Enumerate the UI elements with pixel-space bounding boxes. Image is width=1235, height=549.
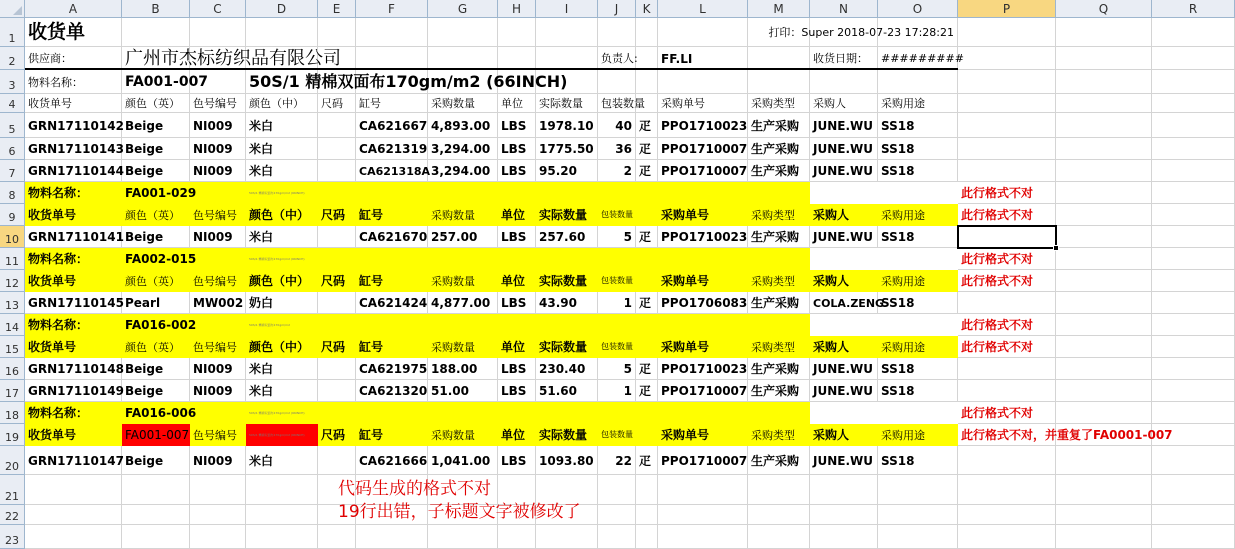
column-header-f[interactable]: F [356, 0, 428, 18]
col-title-row4-12[interactable]: 采购人 [813, 97, 846, 110]
data-cell-row17-col8[interactable]: 51.60 [539, 384, 577, 398]
data-cell-row13-col14[interactable]: SS18 [881, 296, 915, 310]
data-cell-row20-col1[interactable]: Beige [125, 453, 164, 468]
row-header-16[interactable]: 16 [0, 358, 25, 380]
data-cell-row10-col0[interactable]: GRN17110141 [28, 230, 124, 244]
data-cell-row6-col9[interactable]: 36 [615, 142, 632, 156]
data-cell-row5-col10[interactable]: 疋 [639, 118, 652, 133]
format-note-row8[interactable]: 此行格式不对 [961, 186, 1034, 200]
data-cell-row17-col5[interactable]: CA621320 [359, 384, 428, 398]
data-cell-row7-col12[interactable]: 生产采购 [751, 164, 800, 178]
format-note-row12[interactable]: 此行格式不对 [961, 274, 1034, 288]
col-title-row9-12[interactable]: 采购人 [813, 208, 850, 222]
row-header-20[interactable]: 20 [0, 446, 25, 475]
row-header-18[interactable]: 18 [0, 402, 25, 424]
data-cell-row7-col5[interactable]: CA621318A [359, 164, 431, 178]
group-label-row18[interactable]: 物料名称： [28, 406, 89, 420]
col-title-row12-4[interactable]: 尺码 [321, 274, 346, 288]
material-label[interactable]: 物料名称： [28, 75, 83, 89]
row-header-22[interactable]: 22 [0, 505, 25, 525]
col-title-row12-8[interactable]: 实际数量 [539, 274, 588, 288]
row-header-12[interactable]: 12 [0, 270, 25, 292]
data-cell-row16-col9[interactable]: 5 [623, 362, 632, 376]
column-header-e[interactable]: E [318, 0, 356, 18]
col-title-row12-2[interactable]: 色号编号 [193, 274, 237, 288]
col-title-row15-0[interactable]: 收货单号 [28, 340, 77, 354]
data-cell-row16-col8[interactable]: 230.40 [539, 362, 586, 376]
col-title-row9-13[interactable]: 采购用途 [881, 208, 925, 222]
data-cell-row6-col5[interactable]: CA621319 [359, 142, 428, 156]
col-title-row19-5[interactable]: 缸号 [359, 428, 384, 442]
data-cell-row10-col10[interactable]: 疋 [639, 230, 652, 244]
data-cell-row16-col14[interactable]: SS18 [881, 362, 915, 376]
col-title-row4-4[interactable]: 尺码 [321, 97, 343, 110]
data-cell-row13-col7[interactable]: LBS [501, 296, 527, 310]
col-title-row9-11[interactable]: 采购类型 [751, 208, 795, 222]
data-cell-row17-col14[interactable]: SS18 [881, 384, 915, 398]
row-header-14[interactable]: 14 [0, 314, 25, 336]
col-title-row4-1[interactable]: 颜色（英） [125, 97, 180, 110]
data-cell-row16-col12[interactable]: 生产采购 [751, 362, 800, 376]
data-cell-row16-col1[interactable]: Beige [125, 362, 164, 376]
data-cell-row6-col1[interactable]: Beige [125, 142, 164, 156]
data-cell-row13-col0[interactable]: GRN17110145 [28, 296, 124, 310]
data-cell-row10-col14[interactable]: SS18 [881, 230, 915, 244]
column-header-c[interactable]: C [190, 0, 246, 18]
row-header-5[interactable]: 5 [0, 113, 25, 138]
col-title-row15-13[interactable]: 采购用途 [881, 340, 925, 354]
row-header-11[interactable]: 11 [0, 248, 25, 270]
data-cell-row7-col9[interactable]: 2 [623, 164, 632, 178]
data-cell-row5-col6[interactable]: 4,893.00 [431, 118, 491, 133]
col-title-row4-3[interactable]: 颜色（中） [249, 97, 304, 110]
col-title-row15-8[interactable]: 实际数量 [539, 340, 588, 354]
group-code-row14[interactable]: FA016-002 [125, 318, 197, 332]
format-note-row14[interactable]: 此行格式不对 [961, 318, 1034, 332]
group-desc-row18[interactable]: 50S/1 精棉双面布170gm/m2 (66INCH) [249, 410, 305, 415]
col-title-row12-9[interactable]: 包装数量 [601, 276, 633, 285]
blank-cell-row18 [810, 402, 958, 424]
col-title-row9-10[interactable]: 采购单号 [661, 208, 710, 222]
data-cell-row20-col6[interactable]: 1,041.00 [431, 453, 491, 468]
col-title-row9-7[interactable]: 单位 [501, 208, 526, 222]
col-title-row15-10[interactable]: 采购单号 [661, 340, 710, 354]
data-cell-row16-col10[interactable]: 疋 [639, 362, 652, 376]
data-cell-row6-col7[interactable]: LBS [501, 142, 527, 156]
data-cell-row5-col8[interactable]: 1978.10 [539, 118, 594, 133]
row-header-15[interactable]: 15 [0, 336, 25, 358]
col-title-row19-12[interactable]: 采购人 [813, 428, 850, 442]
data-cell-row13-col3[interactable]: 奶白 [249, 296, 274, 310]
col-title-row12-12[interactable]: 采购人 [813, 274, 850, 288]
group-desc-row11[interactable]: 50S/1 精棉双面布170gm/m2 (66INCH) [249, 256, 305, 261]
column-header-k[interactable]: K [636, 0, 658, 18]
col-title-row15-11[interactable]: 采购类型 [751, 340, 795, 354]
data-cell-row17-col3[interactable]: 米白 [249, 384, 274, 398]
data-cell-row13-col10[interactable]: 疋 [639, 296, 652, 310]
data-cell-row13-col2[interactable]: MW002 [193, 296, 244, 310]
data-cell-row6-col3[interactable]: 米白 [249, 142, 274, 156]
data-cell-row20-col14[interactable]: SS18 [881, 453, 915, 468]
col-title-row9-9[interactable]: 包装数量 [601, 210, 633, 219]
col-title-row4-13[interactable]: 采购用途 [881, 97, 925, 110]
data-cell-row20-col7[interactable]: LBS [501, 453, 527, 468]
date-value[interactable]: ######### [881, 52, 964, 65]
data-cell-row17-col6[interactable]: 51.00 [431, 384, 469, 398]
data-cell-row16-col5[interactable]: CA621975 [359, 362, 428, 376]
fill-handle[interactable] [1053, 245, 1059, 251]
data-cell-row7-col3[interactable]: 米白 [249, 164, 274, 178]
data-cell-row6-col6[interactable]: 3,294.00 [431, 142, 491, 156]
col-title-row4-0[interactable]: 收货单号 [28, 97, 72, 110]
col-title-row15-9[interactable]: 包装数量 [601, 342, 633, 351]
col-title-row4-11[interactable]: 采购类型 [751, 97, 795, 110]
column-header-r[interactable]: R [1152, 0, 1235, 18]
col-title-row9-3[interactable]: 颜色（中） [249, 208, 310, 222]
data-cell-row13-col11[interactable]: PPO1706083 [661, 296, 748, 310]
data-cell-row5-col14[interactable]: SS18 [881, 118, 915, 133]
column-header-l[interactable]: L [658, 0, 748, 18]
row-header-3[interactable]: 3 [0, 70, 25, 94]
column-header-d[interactable]: D [246, 0, 318, 18]
col-title-row4-6[interactable]: 采购数量 [431, 97, 475, 110]
col-title-row19-4[interactable]: 尺码 [321, 428, 346, 442]
group-desc-row14[interactable]: 50S/1 精棉双面布170gm/m2 [249, 322, 290, 327]
col-title-row15-1[interactable]: 颜色（英） [125, 340, 180, 354]
col-title-row19-9[interactable]: 包装数量 [601, 430, 633, 439]
col-title-row19-6[interactable]: 采购数量 [431, 428, 475, 442]
col-title-row15-5[interactable]: 缸号 [359, 340, 384, 354]
col-title-row12-6[interactable]: 采购数量 [431, 274, 475, 288]
data-cell-row10-col7[interactable]: LBS [501, 230, 527, 244]
col-title-row9-0[interactable]: 收货单号 [28, 208, 77, 222]
data-cell-row20-col5[interactable]: CA621666 [359, 453, 428, 468]
data-cell-row16-col3[interactable]: 米白 [249, 362, 274, 376]
data-cell-row13-col6[interactable]: 4,877.00 [431, 296, 491, 310]
column-header-g[interactable]: G [428, 0, 498, 18]
data-cell-row13-col1[interactable]: Pearl [125, 296, 161, 310]
col-title-row12-1[interactable]: 颜色（英） [125, 274, 180, 288]
data-cell-row16-col13[interactable]: JUNE.WU [813, 362, 873, 376]
data-cell-row13-col13[interactable]: COLA.ZENG [813, 296, 885, 310]
col-title-row9-4[interactable]: 尺码 [321, 208, 346, 222]
row-header-17[interactable]: 17 [0, 380, 25, 402]
data-cell-row10-col6[interactable]: 257.00 [431, 230, 478, 244]
data-cell-row7-col14[interactable]: SS18 [881, 164, 915, 178]
data-cell-row10-col5[interactable]: CA621670 [359, 230, 428, 244]
col-title-row4-8[interactable]: 实际数量 [539, 97, 583, 110]
data-cell-row5-col5[interactable]: CA621667 [359, 118, 428, 133]
row-header-19[interactable]: 19 [0, 424, 25, 446]
col-title-row12-3[interactable]: 颜色（中） [249, 274, 310, 288]
document-title[interactable]: 收货单 [28, 21, 86, 43]
col-title-row15-6[interactable]: 采购数量 [431, 340, 475, 354]
blank-cell-row8 [810, 182, 958, 204]
col-title-row19-8[interactable]: 实际数量 [539, 428, 588, 442]
material-code[interactable]: FA001-007 [125, 74, 209, 90]
bottom-note-line1: 代码生成的格式不对 [338, 479, 491, 499]
data-cell-row7-col2[interactable]: NI009 [193, 164, 233, 178]
column-header-i[interactable]: I [536, 0, 598, 18]
data-cell-row5-col7[interactable]: LBS [501, 118, 527, 133]
data-cell-row13-col12[interactable]: 生产采购 [751, 296, 800, 310]
col-title-row19-2[interactable]: 色号编号 [193, 428, 237, 442]
selected-cell-p10[interactable] [957, 225, 1057, 249]
row-header-13[interactable]: 13 [0, 292, 25, 314]
row-header-1[interactable]: 1 [0, 18, 25, 47]
data-cell-row16-col2[interactable]: NI009 [193, 362, 233, 376]
data-cell-row6-col10[interactable]: 疋 [639, 142, 652, 156]
data-cell-row6-col14[interactable]: SS18 [881, 142, 915, 156]
bottom-note-line2: 19行出错，子标题文字被修改了 [338, 502, 581, 522]
data-cell-row5-col1[interactable]: Beige [125, 118, 164, 133]
data-cell-row17-col2[interactable]: NI009 [193, 384, 233, 398]
data-cell-row6-col11[interactable]: PPO1710007 [661, 142, 748, 156]
data-cell-row6-col12[interactable]: 生产采购 [751, 142, 800, 156]
col-title-row9-6[interactable]: 采购数量 [431, 208, 475, 222]
data-cell-row5-col3[interactable]: 米白 [249, 118, 274, 133]
group-label-row8[interactable]: 物料名称： [28, 186, 89, 200]
data-cell-row10-col2[interactable]: NI009 [193, 230, 233, 244]
data-cell-row7-col0[interactable]: GRN17110144 [28, 164, 124, 178]
row-header-21[interactable]: 21 [0, 475, 25, 505]
column-header-o[interactable]: O [878, 0, 958, 18]
supplier-name[interactable]: 广州市杰标纺织品有限公司 [125, 47, 341, 69]
data-cell-row7-col10[interactable]: 疋 [639, 164, 652, 178]
col-title-row12-13[interactable]: 采购用途 [881, 274, 925, 288]
col-title-row12-11[interactable]: 采购类型 [751, 274, 795, 288]
data-cell-row10-col13[interactable]: JUNE.WU [813, 230, 873, 244]
print-info[interactable]: 打印：Super 2018-07-23 17:28:21 [768, 26, 954, 39]
manager-label[interactable]: 负责人: [601, 52, 638, 65]
data-cell-row5-col0[interactable]: GRN17110142 [28, 118, 124, 133]
data-cell-row10-col11[interactable]: PPO1710023 [661, 230, 748, 244]
data-cell-row7-col6[interactable]: 3,294.00 [431, 164, 491, 178]
data-cell-row5-col2[interactable]: NI009 [193, 118, 233, 133]
data-cell-row17-col7[interactable]: LBS [501, 384, 527, 398]
group-label-row11[interactable]: 物料名称： [28, 252, 89, 266]
col-title-row4-7[interactable]: 单位 [501, 97, 523, 110]
row-header-4[interactable]: 4 [0, 94, 25, 113]
date-label[interactable]: 收货日期： [813, 52, 868, 65]
col-title-row12-10[interactable]: 采购单号 [661, 274, 710, 288]
data-cell-row5-col13[interactable]: JUNE.WU [813, 118, 873, 133]
data-cell-row6-col0[interactable]: GRN17110143 [28, 142, 124, 156]
row-header-10[interactable]: 10 [0, 226, 25, 248]
format-note-row18[interactable]: 此行格式不对 [961, 406, 1034, 420]
format-note-row15[interactable]: 此行格式不对 [961, 340, 1034, 354]
col-title-row19-10[interactable]: 采购单号 [661, 428, 710, 442]
col-title-row4-10[interactable]: 采购单号 [661, 97, 705, 110]
data-cell-row10-col1[interactable]: Beige [125, 230, 164, 244]
blank-cell-row11 [810, 248, 958, 270]
col-title-row19-7[interactable]: 单位 [501, 428, 526, 442]
data-cell-row17-col9[interactable]: 1 [623, 384, 632, 398]
data-cell-row20-col10[interactable]: 疋 [639, 453, 652, 468]
data-cell-row10-col3[interactable]: 米白 [249, 230, 274, 244]
data-cell-row17-col0[interactable]: GRN17110149 [28, 384, 124, 398]
row-header-8[interactable]: 8 [0, 182, 25, 204]
data-cell-row17-col13[interactable]: JUNE.WU [813, 384, 873, 398]
data-cell-row20-col13[interactable]: JUNE.WU [813, 453, 873, 468]
format-note-row19[interactable]: 此行格式不对，并重复了FA0001-007 [961, 428, 1173, 442]
data-cell-row13-col5[interactable]: CA621424 [359, 296, 428, 310]
column-header-h[interactable]: H [498, 0, 536, 18]
row-header-6[interactable]: 6 [0, 138, 25, 160]
data-cell-row7-col11[interactable]: PPO1710007 [661, 164, 748, 178]
group-code-row18[interactable]: FA016-006 [125, 406, 197, 420]
row-header-23[interactable]: 23 [0, 525, 25, 549]
data-cell-row16-col0[interactable]: GRN17110148 [28, 362, 124, 376]
data-cell-row13-col8[interactable]: 43.90 [539, 296, 577, 310]
group-label-row14[interactable]: 物料名称： [28, 318, 89, 332]
data-cell-row6-col2[interactable]: NI009 [193, 142, 233, 156]
col-title-row12-5[interactable]: 缸号 [359, 274, 384, 288]
data-cell-row10-col12[interactable]: 生产采购 [751, 230, 800, 244]
data-cell-row6-col13[interactable]: JUNE.WU [813, 142, 873, 156]
format-note-row9[interactable]: 此行格式不对 [961, 208, 1034, 222]
data-cell-row20-col8[interactable]: 1093.80 [539, 453, 594, 468]
data-cell-row7-col7[interactable]: LBS [501, 164, 527, 178]
column-header-p[interactable]: P [958, 0, 1056, 18]
col-title-row9-1[interactable]: 颜色（英） [125, 208, 180, 222]
row-header-9[interactable]: 9 [0, 204, 25, 226]
data-cell-row20-col2[interactable]: NI009 [193, 453, 233, 468]
data-cell-row7-col13[interactable]: JUNE.WU [813, 164, 873, 178]
data-cell-row5-col12[interactable]: 生产采购 [751, 118, 800, 133]
format-note-row11[interactable]: 此行格式不对 [961, 252, 1034, 266]
data-cell-row13-col9[interactable]: 1 [623, 296, 632, 310]
data-cell-row16-col11[interactable]: PPO1710023 [661, 362, 748, 376]
col-title-row4-2[interactable]: 色号编号 [193, 97, 237, 110]
row19-b-value[interactable]: FA001-007 [125, 428, 190, 442]
data-cell-row5-col11[interactable]: PPO1710023 [661, 118, 748, 133]
col-title-row19-13[interactable]: 采购用途 [881, 428, 925, 442]
col-title-row15-3[interactable]: 颜色（中） [249, 340, 310, 354]
supplier-label[interactable]: 供应商： [28, 52, 72, 65]
col-title-row9-2[interactable]: 色号编号 [193, 208, 237, 222]
data-cell-row10-col9[interactable]: 5 [623, 230, 632, 244]
column-header-q[interactable]: Q [1056, 0, 1152, 18]
select-all-corner[interactable] [0, 0, 25, 18]
col-title-row4-5[interactable]: 缸号 [359, 97, 381, 110]
data-cell-row17-col12[interactable]: 生产采购 [751, 384, 800, 398]
row-header-7[interactable]: 7 [0, 160, 25, 182]
data-cell-row6-col8[interactable]: 1775.50 [539, 142, 594, 156]
data-cell-row20-col9[interactable]: 22 [615, 453, 632, 468]
material-desc[interactable]: 50S/1 精棉双面布170gm/m2 (66INCH) [249, 72, 568, 91]
column-header-n[interactable]: N [810, 0, 878, 18]
col-title-row19-0[interactable]: 收货单号 [28, 428, 77, 442]
data-cell-row7-col1[interactable]: Beige [125, 164, 164, 178]
column-header-b[interactable]: B [122, 0, 190, 18]
data-cell-row20-col0[interactable]: GRN17110147 [28, 453, 124, 468]
col-title-row15-4[interactable]: 尺码 [321, 340, 346, 354]
manager-value[interactable]: FF.LI [661, 51, 693, 66]
col-title-row12-7[interactable]: 单位 [501, 274, 526, 288]
col-title-row15-12[interactable]: 采购人 [813, 340, 850, 354]
group-code-row11[interactable]: FA002-015 [125, 252, 197, 266]
col-title-row15-7[interactable]: 单位 [501, 340, 526, 354]
data-cell-row20-col11[interactable]: PPO1710007 [661, 453, 748, 468]
row19-d-value[interactable]: 50S/1 精棉双面布170gm/m2 (66INCH) [249, 432, 305, 437]
column-header-j[interactable]: J [598, 0, 636, 18]
column-header-a[interactable]: A [25, 0, 122, 18]
data-cell-row16-col7[interactable]: LBS [501, 362, 527, 376]
col-title-row4-9[interactable]: 包装数量 [601, 97, 645, 110]
data-cell-row17-col11[interactable]: PPO1710007 [661, 384, 748, 398]
column-header-m[interactable]: M [748, 0, 810, 18]
blank-cell-row14 [810, 314, 958, 336]
col-title-row15-2[interactable]: 色号编号 [193, 340, 237, 354]
data-cell-row10-col8[interactable]: 257.60 [539, 230, 586, 244]
col-title-row12-0[interactable]: 收货单号 [28, 274, 77, 288]
col-title-row9-8[interactable]: 实际数量 [539, 208, 588, 222]
data-cell-row5-col9[interactable]: 40 [615, 118, 632, 133]
data-cell-row20-col12[interactable]: 生产采购 [751, 453, 800, 468]
col-title-row9-5[interactable]: 缸号 [359, 208, 384, 222]
row-header-2[interactable]: 2 [0, 47, 25, 70]
data-cell-row17-col1[interactable]: Beige [125, 384, 164, 398]
data-cell-row7-col8[interactable]: 95.20 [539, 164, 577, 178]
data-cell-row17-col10[interactable]: 疋 [639, 384, 652, 398]
data-cell-row16-col6[interactable]: 188.00 [431, 362, 478, 376]
data-cell-row20-col3[interactable]: 米白 [249, 453, 274, 468]
col-title-row19-11[interactable]: 采购类型 [751, 428, 795, 442]
group-code-row8[interactable]: FA001-029 [125, 186, 197, 200]
group-desc-row8[interactable]: 50S/1 精棉双面布170gm/m2 (66INCH) [249, 190, 305, 195]
